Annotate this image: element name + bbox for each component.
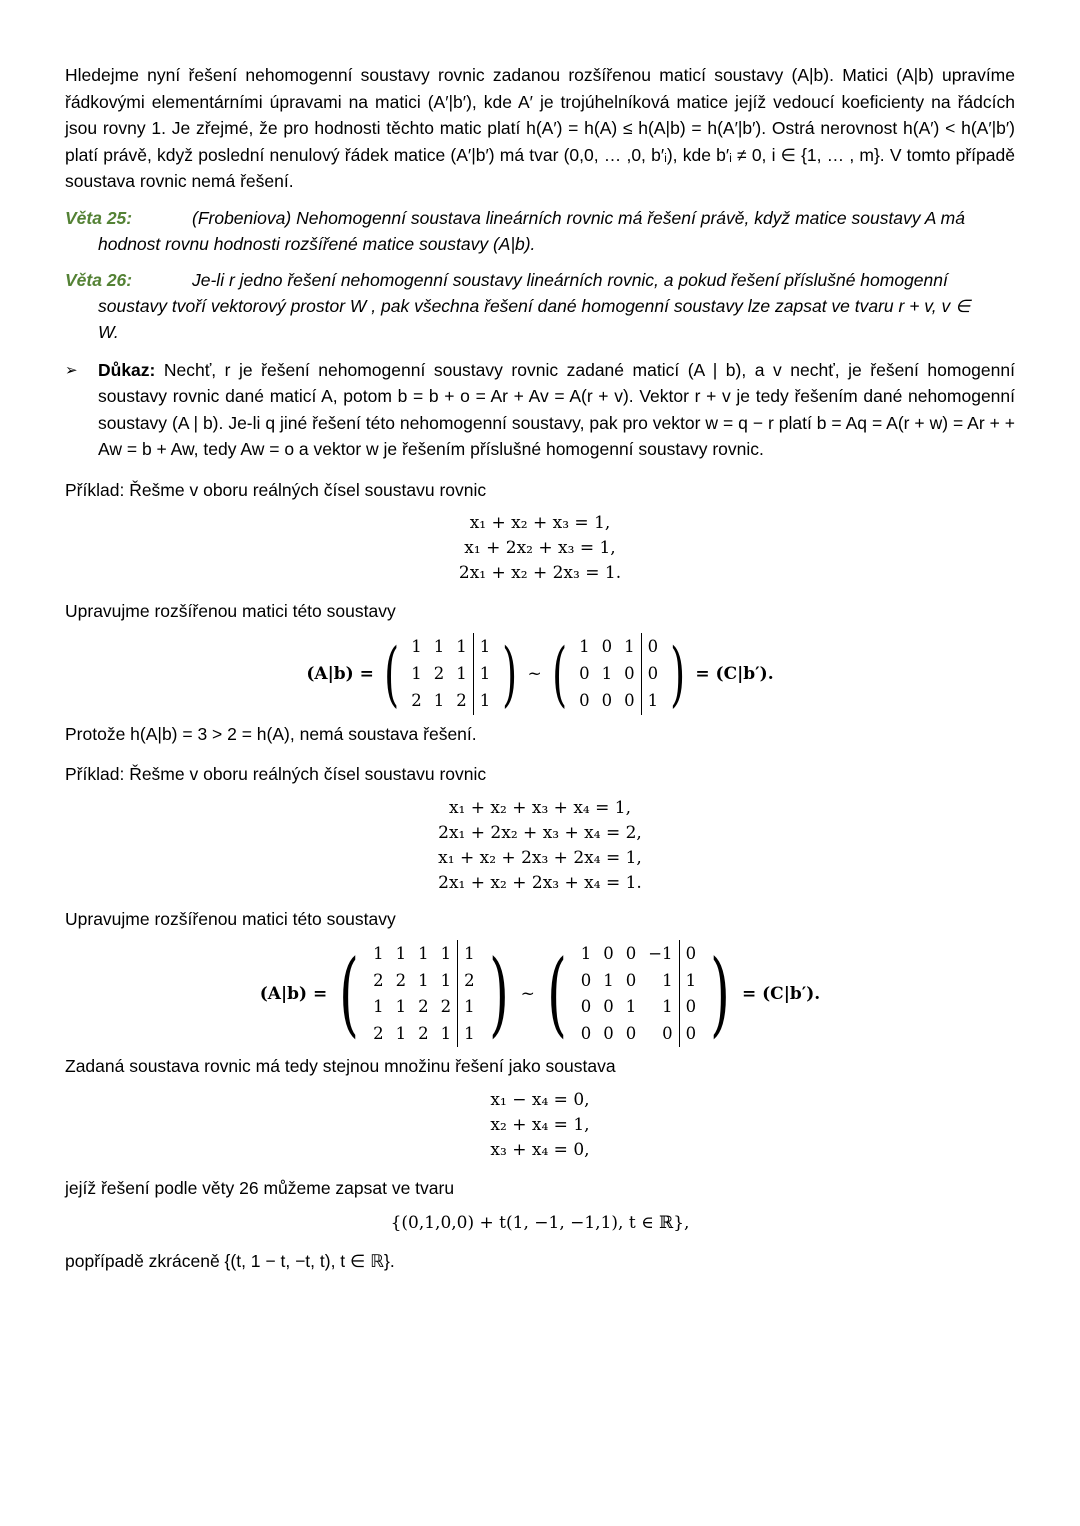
rhs-label: = (C|b′).: [741, 983, 821, 1004]
rhs-cell: 0: [679, 1020, 702, 1047]
matrix-cell: 0: [625, 970, 637, 990]
equation: x₁ + 2x₂ + x₃ = 1,: [464, 538, 616, 558]
theorem-26-text-2: soustavy tvoří vektorový prostor W , pak všechna řešení dané homogenní soustavy lze zapsat ve tvaru r + v, v ∈: [98, 295, 971, 316]
example-1-intro: Příklad: Řešme v oboru reálných čísel soustavu rovnic: [65, 479, 487, 500]
intro-line-4: nerovnost h(A′) < h(A′|b′) platí právě, když poslední nenulový řádek matice (A′|b′) má tvar (0,0, … ,0, b′ᵢ), kde b′ᵢ ≠: [65, 118, 1015, 165]
intro-line-3: řádcích jsou rovny 1. Je zřejmé, že pro hodnosti těchto matic platí h(A′) = h(A) ≤ h(A|b) = h(A′|b′). Ostrá: [65, 91, 1015, 138]
equation: x₁ + x₂ + x₃ + x₄ = 1,: [448, 797, 632, 818]
example-1-matrix-equation: [65, 633, 1015, 715]
matrix-cell: 1: [603, 970, 614, 990]
matrix-cell: 1: [440, 970, 452, 990]
matrix-cell: 2: [418, 997, 429, 1017]
equation: 2x₁ + x₂ + 2x₃ + x₄ = 1.: [438, 872, 642, 893]
proof-line-3: dané nehomogenní soustavy (A | b). Je-li q jiné řešení této nehomogenní soustavy, pak pro vektor w = q − r: [98, 386, 1016, 433]
matrix-cell: 2: [411, 691, 422, 711]
document-page: [65, 62, 1015, 1275]
matrix-cell: 1: [395, 1024, 407, 1044]
rhs-cell: 1: [679, 967, 702, 994]
rhs-cell: 1: [458, 994, 481, 1021]
reduced-system: [65, 1088, 1015, 1163]
intro-line-5: 0, i ∈ {1, … , m}. V tomto případě soustava rovnic nemá řešení.: [65, 144, 1015, 191]
matrix-row: [575, 1020, 702, 1047]
example-1-equations: [65, 511, 1015, 586]
matrix-cell: 1: [662, 970, 673, 990]
matrix-cell: 0: [662, 1024, 673, 1044]
matrix-cell: 1: [456, 663, 467, 683]
equation: x₃ + x₄ = 0,: [490, 1139, 590, 1160]
matrix-row: [575, 967, 702, 994]
solution-intro: jejíž řešení podle věty 26 můžeme zapsat ve tvaru: [65, 1177, 455, 1198]
rhs-cell: 1: [473, 660, 496, 687]
matrix-cell: 2: [373, 970, 384, 990]
matrix-cell: 1: [662, 997, 673, 1017]
same-set-text: Zadaná soustava rovnic má tedy stejnou množinu řešení jako soustava: [65, 1056, 616, 1076]
matrix-cell: 1: [395, 997, 407, 1017]
matrix-cell: 1: [395, 943, 407, 963]
matrix-cell: 0: [601, 636, 613, 656]
matrix-cell: 0: [579, 691, 590, 711]
theorem-25-text-1: (Frobeniova) Nehomogenní soustava lineárních rovnic má řešení právě, když matice soustavy A má: [192, 207, 965, 228]
theorem-25: [65, 205, 1015, 257]
theorem-25-label: Věta 25:: [65, 207, 133, 228]
example-2-matrix-equation: [65, 940, 1015, 1047]
proof-line-2: soustavy rovnic dané maticí A, potom b = b + o = Ar + Av = A(r + v). Vektor r + v je tedy řešením: [98, 386, 858, 406]
matrix-cell: 1: [411, 663, 422, 683]
matrix-cell: 0: [579, 663, 590, 683]
matrix-cell: 1: [433, 691, 445, 711]
matrix-cell: 1: [373, 997, 384, 1017]
example-2-matrix-intro: Upravujme rozšířenou matici této soustavy: [65, 908, 396, 929]
matrix-cell: 2: [373, 1024, 384, 1044]
matrix-cell: 1: [411, 636, 422, 656]
lhs-label: (A|b) =: [306, 663, 374, 684]
matrix-cell: 1: [418, 970, 429, 990]
solution-set: {(0,1,0,0) + t(1, −1, −1,1), t ∈ ℝ},: [390, 1213, 690, 1233]
matrix-cell: 0: [580, 970, 592, 990]
matrix-row: [575, 994, 702, 1021]
matrix-cell: 0: [624, 691, 635, 711]
equation: 2x₁ + x₂ + 2x₃ = 1.: [458, 563, 622, 583]
rhs-cell: 1: [473, 633, 496, 660]
rhs-cell: 0: [679, 994, 702, 1021]
equation: x₁ + x₂ + x₃ = 1,: [469, 513, 611, 533]
reduced-matrix: ( 1 0 0 −1 0 0 1 0 1 1 0 0 1 1 0 0 0 0 0 0 ): [546, 940, 730, 1047]
rhs-cell: 1: [458, 1020, 481, 1047]
matrix-cell: 2: [440, 997, 452, 1017]
theorem-26-text-1: Je-li r jedno řešení nehomogenní soustavy lineárních rovnic, a pokud řešení příslušné homogenní: [192, 269, 948, 290]
rhs-cell: 1: [458, 940, 481, 967]
matrix-row: [367, 940, 481, 967]
matrix-row: [573, 633, 664, 660]
matrix-row: [405, 660, 496, 687]
matrix-cell: 1: [580, 943, 592, 963]
proof-block: [65, 357, 1015, 463]
theorem-26-label: Věta 26:: [65, 269, 133, 290]
matrix-cell: 0: [603, 1024, 614, 1044]
rhs-cell: 1: [473, 687, 496, 714]
example-1-conclusion: Protože h(A|b) = 3 > 2 = h(A), nemá soustava řešení.: [65, 723, 477, 744]
equation: x₁ + x₂ + 2x₃ + 2x₄ = 1,: [438, 847, 642, 868]
short-solution: popřípadě zkráceně {(t, 1 − t, −t, t), t ∈ ℝ}.: [65, 1251, 395, 1271]
matrix-cell: 0: [603, 943, 614, 963]
rhs-label: = (C|b′).: [695, 663, 774, 684]
example-2-intro: Příklad: Řešme v oboru reálných čísel soustavu rovnic: [65, 764, 487, 784]
matrix-table: [573, 633, 664, 715]
matrix-cell: −1: [648, 943, 673, 963]
theorem-25-text-2: hodnost rovnu hodnosti rozšířené matice soustavy (A|b).: [98, 233, 536, 254]
matrix-cell: 0: [625, 943, 637, 963]
matrix-cell: 2: [395, 970, 407, 990]
matrix-row: [573, 687, 664, 714]
matrix-table: [405, 633, 496, 715]
theorem-26-text-3: W.: [98, 321, 119, 342]
rhs-cell: 1: [641, 687, 664, 714]
equation: 2x₁ + 2x₂ + x₃ + x₄ = 2,: [438, 822, 642, 843]
matrix-cell: 1: [433, 636, 445, 656]
example-2-equations: [65, 796, 1015, 896]
theorem-26: [65, 267, 1015, 345]
rhs-cell: 0: [679, 940, 702, 967]
matrix-cell: 1: [579, 636, 590, 656]
example-1-matrix-intro: Upravujme rozšířenou matici této soustavy: [65, 601, 396, 621]
lhs-label: (A|b) =: [259, 983, 328, 1004]
matrix-cell: 0: [624, 663, 635, 683]
matrix-row: [367, 994, 481, 1021]
reduced-matrix: ( 1 0 1 0 0 1 0 0 0 0 0 1 ): [551, 632, 686, 715]
intro-paragraph: [65, 62, 1015, 195]
equation: x₁ − x₄ = 0,: [490, 1089, 590, 1110]
matrix-row: [575, 940, 702, 967]
matrix-cell: 1: [373, 943, 384, 963]
proof-line-1: Nechť, r je řešení nehomogenní soustavy rovnic zadané maticí (A | b), a v nechť, je řešení homogenní: [163, 359, 1015, 380]
matrix-row: [573, 660, 664, 687]
matrix-cell: 1: [624, 636, 635, 656]
matrix-cell: 0: [625, 1024, 637, 1044]
tilde-symbol: ~: [520, 983, 535, 1004]
proof-line-4: platí b = Aq = A(r + w) = Ar + + Aw = b + Aw, tedy Aw = o a vektor w je řešením příslušné: [98, 412, 1015, 459]
matrix-cell: 1: [601, 663, 613, 683]
proof-line-5: homogenní soustavy rovnic.: [545, 439, 764, 459]
matrix-cell: 1: [418, 943, 429, 963]
matrix-cell: 0: [603, 997, 614, 1017]
intro-line-1: Hledejme nyní řešení nehomogenní soustavy rovnic zadanou rozšířenou maticí soustavy (A|b). Matici (A|b) upravíme: [65, 65, 1015, 85]
matrix-cell: 2: [456, 691, 467, 711]
rhs-cell: 2: [458, 967, 481, 994]
matrix-cell: 2: [418, 1024, 429, 1044]
proof-label: Důkaz:: [98, 359, 156, 380]
matrix-cell: 1: [456, 636, 467, 656]
rhs-cell: 0: [641, 660, 664, 687]
matrix-cell: 0: [580, 997, 592, 1017]
intro-line-2: řádkovými elementárními úpravami na matici (A′|b′), kde A′ je trojúhelníková matice jejíž vedoucí koeficienty na: [65, 91, 951, 112]
matrix-table: [367, 940, 481, 1047]
matrix-table: [575, 940, 702, 1047]
rhs-cell: 0: [641, 633, 664, 660]
matrix-cell: 2: [433, 663, 445, 683]
matrix-row: [367, 967, 481, 994]
matrix-cell: 0: [580, 1024, 592, 1044]
matrix-cell: 1: [440, 1024, 452, 1044]
augmented-matrix: ( 1 1 1 1 1 2 1 1 2 1 2 1 ): [384, 632, 518, 715]
matrix-cell: 0: [601, 691, 613, 711]
arrow-bullet-icon: ➢: [65, 361, 78, 379]
tilde-symbol: ~: [527, 663, 542, 684]
equation: x₂ + x₄ = 1,: [490, 1114, 590, 1135]
matrix-cell: 1: [625, 997, 637, 1017]
matrix-cell: 1: [440, 943, 452, 963]
matrix-row: [367, 1020, 481, 1047]
augmented-matrix: ( 1 1 1 1 1 2 2 1 1 2 1 1 2 2 1 2 1 2 1 1 ): [339, 940, 509, 1047]
matrix-row: [405, 687, 496, 714]
matrix-row: [405, 633, 496, 660]
